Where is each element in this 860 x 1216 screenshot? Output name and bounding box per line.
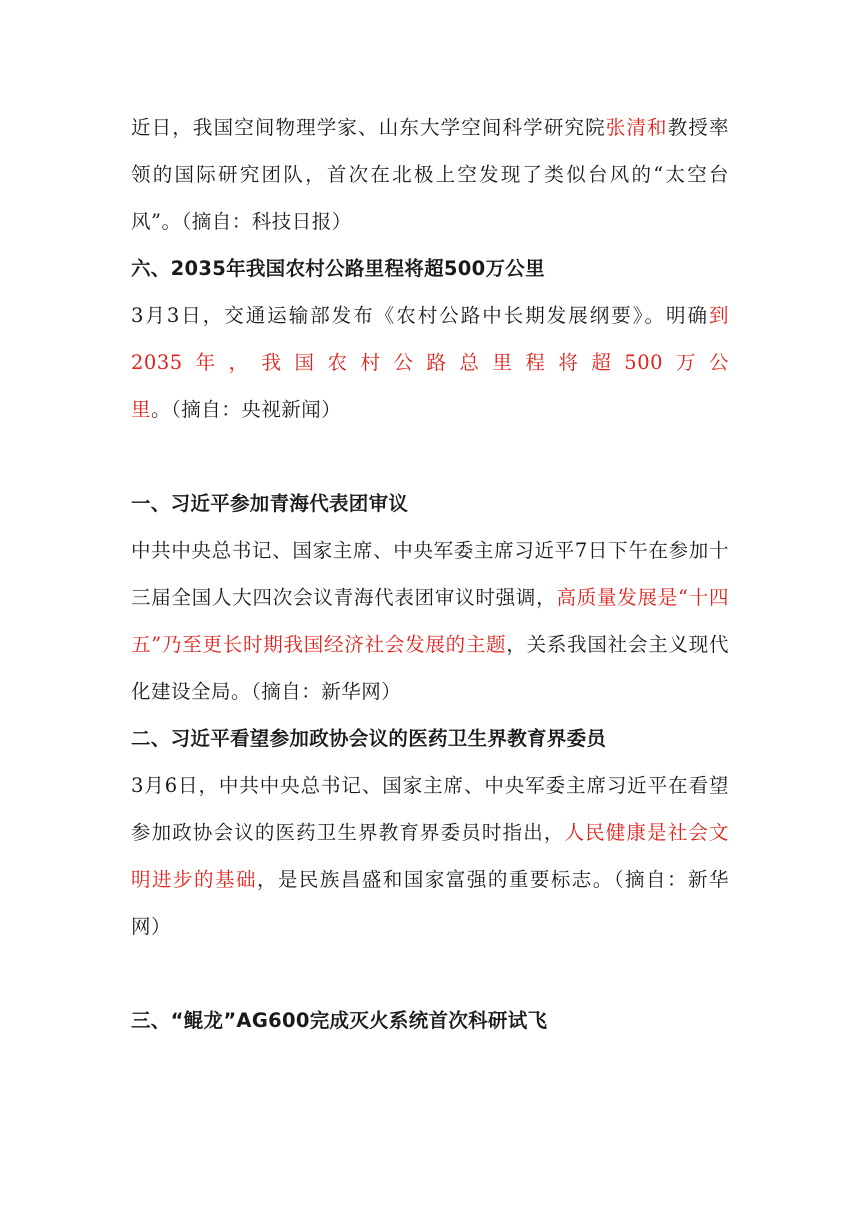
paragraph-text: 近日，我国空间物理学家、山东大学空间科学研究院 [131, 116, 606, 139]
paragraph-text: ，关系我国社会主义现代化建设全局。（摘自：新华网） [131, 633, 729, 703]
paragraph-cppcc-members [131, 762, 729, 950]
paragraph-space-typhoon [131, 104, 729, 245]
blank-line [131, 950, 729, 997]
paragraph-text: 3月6日，中共中央总书记、国家主席、中央军委主席习近平在看望参加政协会议的医药卫生界教育界委员时指出， [131, 774, 729, 844]
heading-qinghai-delegation: 一、习近平参加青海代表团审议 [131, 492, 409, 515]
highlight-name: 张清和 [605, 116, 668, 139]
heading-ag600: 三、“鲲龙”AG600完成灭火系统首次科研试飞 [131, 1009, 548, 1032]
highlight-text: 人民健康是社会文明进步的基础 [131, 821, 729, 891]
heading-cppcc-members: 二、习近平看望参加政协会议的医药卫生界教育界委员 [131, 727, 607, 750]
paragraph-text: 3月3日，交通运输部发布《农村公路中长期发展纲要》。明确 [131, 304, 709, 327]
paragraph-text: 。（摘自：央视新闻） [151, 398, 342, 421]
paragraph-text: 中共中央总书记、国家主席、中央军委主席习近平7日下午在参加十三届全国人大四次会议青海代表团审议时强调， [131, 539, 729, 609]
heading-rural-roads: 六、2035年我国农村公路里程将超500万公里 [131, 257, 545, 280]
document-page [131, 104, 729, 1044]
date-row [131, 433, 729, 480]
paragraph-text: 教授率领的国际研究团队，首次在北极上空发现了类似台风的“太空台风”。（摘自：科技日报） [131, 116, 729, 233]
highlight-text: 高质量发展是“十四五”乃至更长时期我国经济社会发展的主题 [131, 586, 729, 656]
paragraph-rural-roads [131, 292, 729, 433]
highlight-text: 到2035年，我国农村公路总里程将超500万公里 [131, 304, 729, 421]
paragraph-qinghai-delegation [131, 527, 729, 715]
paragraph-text: ，是民族昌盛和国家富强的重要标志。（摘自：新华网） [131, 868, 729, 938]
